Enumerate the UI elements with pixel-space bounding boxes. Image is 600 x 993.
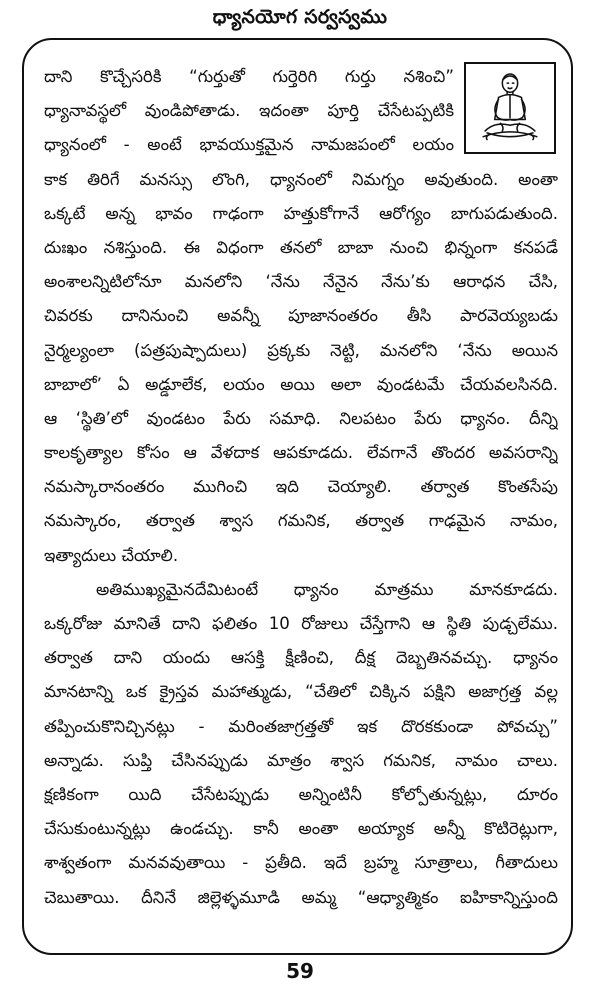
text-line: అన్నాడు. సుప్తి చేసినప్పుడు మాత్రం శ్వాస గమనిక, నామం చాలు. bbox=[44, 750, 558, 770]
text-line: ఒక్కటే అన్న భావం గాఢంగా హత్తుకోగానే ఆరోగ్యం బాగుపడుతుంది. bbox=[44, 203, 558, 223]
text-line: దాని కొచ్చేసరికి “గుర్తుతో గుర్తెరిగి గుర్తు నశించి” bbox=[44, 67, 454, 86]
text-line: నమస్కారం, తర్వాత శ్వాస గమనిక, తర్వాత గాఢమైన నామం, bbox=[44, 511, 558, 531]
text-line: నమస్కారానంతరం ముగించి ఇది చెయ్యాలి. తర్వాత కొంతసేపు bbox=[44, 477, 558, 497]
text-line: తర్వాత దాని యందు ఆసక్తి క్షీణించి, దీక్ష దెబ్బతినవచ్చు. ధ్యానం bbox=[44, 648, 558, 668]
text-line: అతిముఖ్యమైనదేమిటంటే ధ్యానం మాత్రము మానకూడదు. bbox=[96, 579, 558, 599]
text-line: క్షణికంగా యిది చేసేటప్పుడు అన్నింటినీ కోల్పోతున్నట్లు, దూరం bbox=[44, 784, 558, 804]
text-line: ఒక్కరోజు మానితే దాని ఫలితం 10 రోజులు చేస్తేగాని ఆ స్థితి పుడ్చలేము. bbox=[44, 614, 558, 633]
text-line: ధ్యానంలో - అంటే భావయుక్తమైన నామజపంలో లయం bbox=[44, 135, 454, 155]
text-line: ఇత్యాదులు చేయాలి. bbox=[44, 545, 179, 565]
text-line: ధ్యానావస్థలో వుండిపోతాడు. ఇదంతా పూర్తి చేసేటప్పటికి bbox=[44, 101, 454, 121]
text-line: తప్పించుకొనిచ్చినట్లు - మరింతజాగ్రత్తతో ఇక దొరకకుండా పోవచ్చు” bbox=[44, 716, 558, 736]
text-line: నైర్మల్యంలా (పత్రపుష్పాదులు) ప్రక్కకు నెట్టి, మనలోని ‘నేను అయిన bbox=[44, 340, 558, 360]
text-line: ఆ ‘స్థితి’లో వుండటం పేరు సమాధి. నిలపటం పేరు ధ్యానం. దీన్ని bbox=[44, 408, 558, 428]
text-line: చేసుకుంటున్నట్లు ఉండచ్చు. కానీ అంతా అయ్యాక అన్నీ కొటిరెట్లుగా, bbox=[44, 819, 558, 839]
text-line: చివరకు దానినుంచి అవన్నీ పూజానంతరం తీసి పారవెయ్యబడు bbox=[44, 306, 558, 326]
text-line: కాలకృత్యాల కోసం ఆ వేళదాక ఆపకూడదు. లేవగానే తొందర అవసరాన్ని bbox=[44, 443, 558, 463]
text-line: అంశాలన్నిటిలోనూ మనలోని ‘నేను నేనైన నేను’కు ఆరాధన చేసి, bbox=[44, 272, 558, 292]
page-number: 59 bbox=[286, 959, 314, 983]
body-text bbox=[44, 60, 558, 915]
text-line: కాక తిరిగే మనస్సు లొంగి, ధ్యానంలో నిమగ్నం అవుతుంది. అంతా bbox=[44, 169, 558, 189]
text-line: చెబుతాయి. దీనినే జిల్లెళ్ళమూడి అమ్మ “ఆధ్యాత్మికం ఐహికాన్నిస్తుంది bbox=[44, 887, 558, 907]
running-header: ధ్యానయోగ సర్వస్వము bbox=[212, 6, 388, 28]
text-line: దుఃఖం నశిస్తుంది. ఈ విధంగా తనలో బాబా నుంచి భిన్నంగా కనపడే bbox=[44, 237, 558, 257]
text-line: మానటాన్ని ఒక క్రైస్తవ మహాత్ముడు, “చేతిలో చిక్కిన పక్షిని అజాగ్రత్త వల్ల bbox=[44, 682, 558, 702]
text-line: బాబాలో’ ఏ అడ్డూలేక, లయం అయి అలా వుండటమే చేయవలసినది. bbox=[44, 374, 558, 394]
text-line: శాశ్వతంగా మనవవుతాయి - ప్రతీది. ఇదే బ్రహ్మ సూత్రాలు, గీతాదులు bbox=[44, 853, 558, 873]
